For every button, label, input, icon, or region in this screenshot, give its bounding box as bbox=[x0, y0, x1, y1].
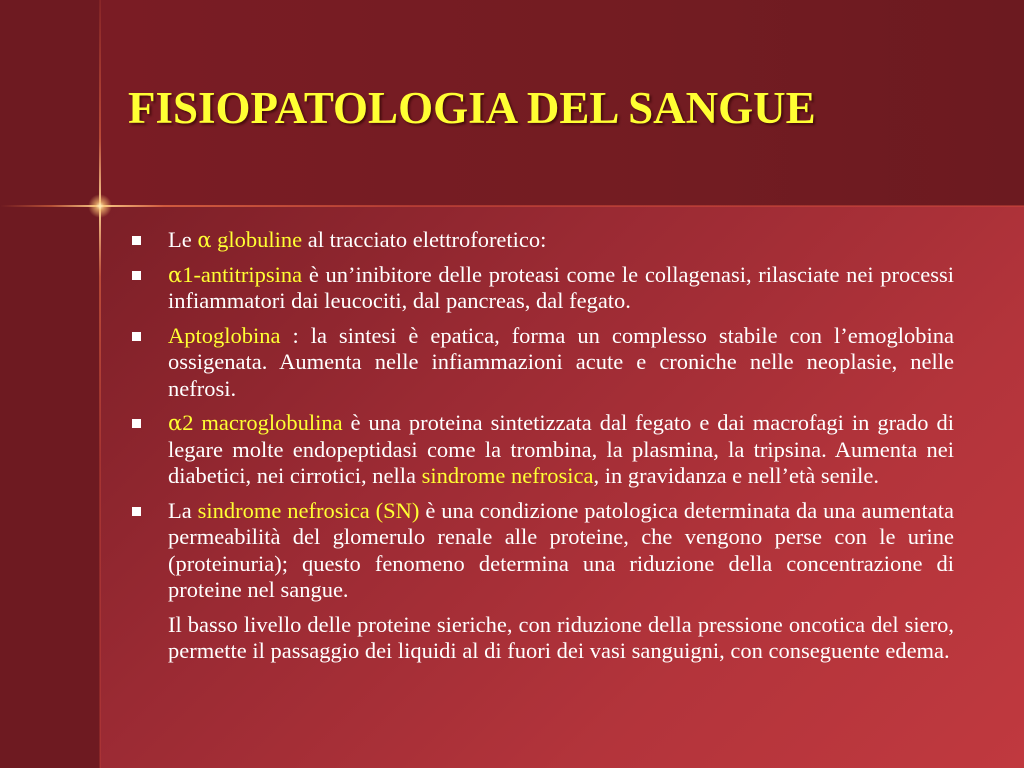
bullet-list bbox=[130, 227, 954, 673]
slide-title: FISIOPATOLOGIA DEL SANGUE bbox=[128, 83, 816, 133]
horizontal-accent-line bbox=[0, 205, 1024, 207]
square-bullet-icon bbox=[132, 332, 141, 341]
paragraph-text: La bbox=[168, 497, 198, 523]
paragraph-text: al tracciato elettroforetico: bbox=[302, 227, 547, 252]
bullet-paragraph bbox=[130, 498, 954, 604]
paragraph-text: , in gravidanza e nell’età senile. bbox=[593, 463, 879, 488]
bullet-paragraph bbox=[130, 262, 954, 315]
vertical-accent-line bbox=[99, 0, 101, 768]
highlighted-term: α bbox=[168, 411, 183, 435]
highlighted-term: sindrome nefrosica bbox=[421, 463, 594, 488]
bullet-paragraph bbox=[130, 612, 954, 665]
bullet-paragraph bbox=[130, 410, 954, 490]
paragraph-text: è un’inibitore delle proteasi come le collagenasi, rilasciate nei processi infiammatori dai leucociti, dal pancreas, dal fegato. bbox=[168, 261, 954, 313]
square-bullet-icon bbox=[132, 507, 141, 516]
highlighted-term: α bbox=[197, 228, 212, 252]
square-bullet-icon bbox=[132, 271, 141, 280]
paragraph-text: : la sintesi è epatica, forma un complesso stabile con l’emoglobina ossigenata. Aumenta nelle infiammazioni acute e croniche nelle neoplasie, nelle nefrosi. bbox=[168, 322, 954, 401]
highlighted-term: Aptoglobina bbox=[168, 322, 281, 348]
paragraph-text: è una proteina sintetizzata dal fegato e dai macrofagi in grado di legare molte endopeptidasi come la trombina, la plasmina, la tripsina. Aumenta nei diabetici, nei cirrotici, nella bbox=[168, 410, 954, 488]
paragraph-text: è una condizione patologica determinata da una aumentata permeabilità del glomerulo renale alle proteine, che vengono perse con le urine (proteinuria); questo fenomeno determina una riduzione della concentrazione di proteine nel sangue. bbox=[168, 497, 954, 602]
square-bullet-icon bbox=[132, 419, 141, 428]
left-band bbox=[0, 0, 100, 768]
highlighted-term: globuline bbox=[211, 227, 303, 252]
bullet-paragraph bbox=[130, 323, 954, 403]
light-glint-icon bbox=[88, 194, 112, 218]
bullet-paragraph bbox=[130, 227, 954, 254]
highlighted-term: 2 macroglobulina bbox=[182, 410, 343, 435]
highlighted-term: 1-antitripsina bbox=[182, 261, 303, 287]
paragraph-text: Le bbox=[168, 227, 198, 252]
paragraph-text: Il basso livello delle proteine sieriche, con riduzione della pressione oncotica del siero, permette il passaggio dei liquidi al di fuori dei vasi sanguigni, con conseguente edema. bbox=[168, 611, 954, 663]
square-bullet-icon bbox=[132, 236, 141, 245]
highlighted-term: sindrome nefrosica (SN) bbox=[197, 497, 420, 523]
highlighted-term: α bbox=[168, 262, 183, 287]
